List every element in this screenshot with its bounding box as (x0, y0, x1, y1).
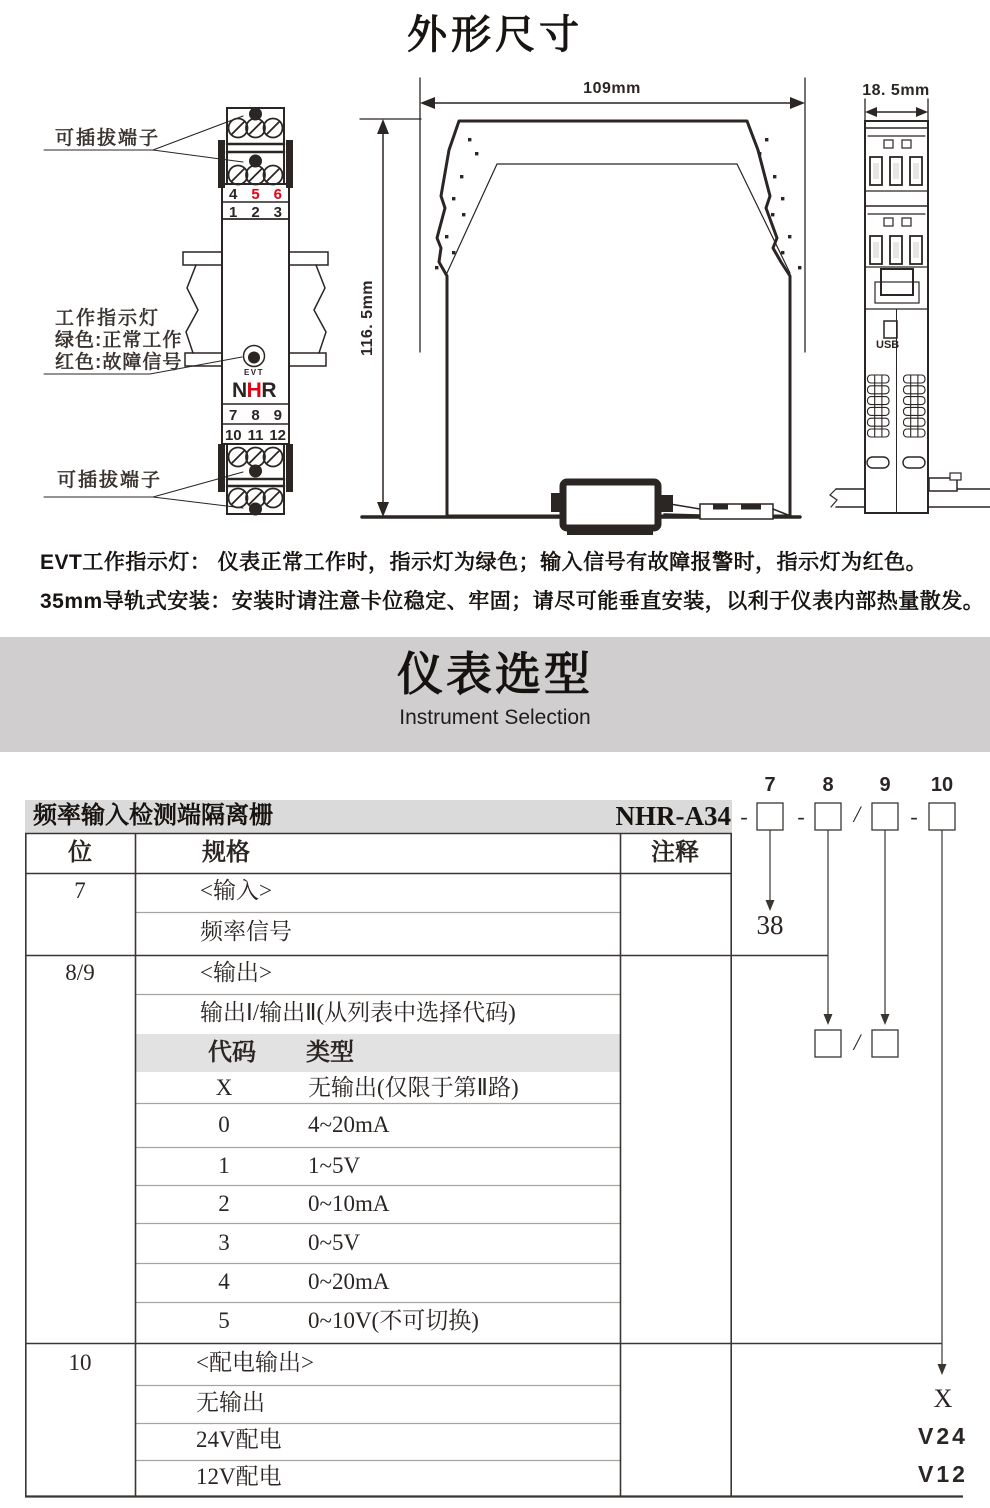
note-evt-indicator: EVT工作指示灯： 仪表正常工作时，指示灯为绿色；输入信号有故障报警时，指示灯为红色。 (40, 551, 928, 574)
terminal-12: 12 (269, 427, 287, 444)
code-1: 1 (218, 1153, 230, 1178)
pos-value-89: 8/9 (65, 960, 95, 985)
type-5: 0~10V(不可切换) (308, 1308, 479, 1333)
code-0: 0 (218, 1112, 230, 1137)
separator-dash-2: - (797, 804, 805, 829)
code-5: 5 (218, 1308, 230, 1333)
profile-view-drawing (830, 99, 990, 513)
terminal-3: 3 (273, 204, 282, 221)
depth-dimension-label: 18. 5mm (862, 82, 930, 99)
no-output-code-value: X (933, 1384, 953, 1413)
terminal-numbers-456 (222, 186, 289, 203)
terminal-4: 4 (228, 186, 238, 203)
digit-label-10: 10 (930, 774, 954, 796)
pluggable-terminal-label-top: 可插拔端子 (55, 128, 161, 149)
evt-led-label: EVT (243, 368, 265, 377)
type-3: 0~5V (308, 1230, 361, 1255)
type-column-header: 类型 (306, 1040, 354, 1066)
spec-output-description: 输出Ⅰ/输出Ⅱ(从列表中选择代码) (200, 1000, 516, 1025)
page-title: 外形尺寸 (407, 13, 583, 57)
separator-slash-lower: / (853, 1030, 861, 1055)
width-dimension-label: 109mm (583, 80, 641, 97)
col-header-spec: 规格 (202, 840, 250, 866)
type-x: 无输出(仅限于第Ⅱ路) (308, 1075, 519, 1100)
terminal-5: 5 (251, 186, 260, 203)
col-header-note: 注释 (651, 840, 699, 866)
selection-title: 仪表选型 (397, 648, 593, 700)
note-rail-mounting: 35mm导轨式安装：安装时请注意卡位稳定、牢固；请尽可能垂直安装，以利于仪表内部热量散发。 (40, 590, 985, 613)
code-4: 4 (218, 1269, 230, 1294)
spec-no-output: 无输出 (196, 1390, 265, 1415)
terminal-8: 8 (251, 407, 260, 424)
input-code-value: 38 (756, 910, 784, 940)
terminal-11: 11 (247, 427, 264, 444)
code-2: 2 (218, 1191, 230, 1216)
type-1: 1~5V (308, 1153, 361, 1178)
terminal-numbers-789 (222, 407, 289, 424)
type-4: 0~20mA (308, 1269, 390, 1294)
selection-subtitle: Instrument Selection (399, 706, 591, 729)
spec-frequency-signal: 频率信号 (200, 919, 292, 944)
nhr-logo-h: H (246, 379, 262, 402)
selection-table-lines (25, 803, 963, 1497)
spec-power-output-header: <配电输出> (196, 1350, 314, 1375)
nhr-logo-r: R (261, 379, 277, 402)
v12-code-value: V12 (918, 1461, 968, 1487)
spec-input-header: <输入> (200, 878, 272, 903)
indicator-label-line1: 工作指示灯 (55, 308, 161, 329)
separator-slash: / (853, 802, 861, 827)
indicator-label-line3: 红色:故障信号 (55, 352, 183, 373)
type-0: 4~20mA (308, 1112, 390, 1137)
type-2: 0~10mA (308, 1191, 390, 1216)
code-x: X (215, 1075, 233, 1100)
product-name: 频率输入检测端隔离栅 (33, 803, 273, 829)
side-view-drawing (360, 78, 805, 535)
nhr-logo (232, 379, 276, 403)
height-dimension-label: 116. 5mm (358, 279, 376, 357)
terminal-7: 7 (228, 407, 238, 424)
code-column-header: 代码 (208, 1040, 256, 1066)
pluggable-terminal-label-bottom: 可插拔端子 (57, 470, 163, 491)
pos-value-7: 7 (74, 878, 86, 903)
separator-dash-1: - (740, 804, 748, 829)
terminal-10: 10 (224, 427, 242, 444)
terminal-1: 1 (228, 204, 238, 221)
spec-output-header: <输出> (200, 960, 272, 985)
code-3: 3 (218, 1230, 230, 1255)
usb-label: USB (876, 339, 900, 351)
v24-code-value: V24 (918, 1423, 968, 1449)
digit-label-8: 8 (822, 774, 834, 796)
terminal-2: 2 (251, 204, 260, 221)
terminal-numbers-123 (222, 204, 289, 221)
digit-label-9: 9 (879, 774, 891, 796)
terminal-6: 6 (273, 186, 282, 203)
pos-value-10: 10 (68, 1350, 92, 1375)
terminal-numbers-101112 (222, 427, 289, 444)
indicator-label-line2: 绿色:正常工作 (55, 330, 183, 351)
digit-label-7: 7 (764, 774, 776, 796)
model-number: NHR-A34 (615, 801, 731, 831)
separator-dash-3: - (910, 804, 918, 829)
nhr-logo-n: N (231, 379, 247, 402)
spec-12v-power: 12V配电 (196, 1464, 282, 1489)
terminal-9: 9 (273, 407, 282, 424)
spec-24v-power: 24V配电 (196, 1427, 282, 1452)
col-header-pos: 位 (68, 840, 92, 866)
